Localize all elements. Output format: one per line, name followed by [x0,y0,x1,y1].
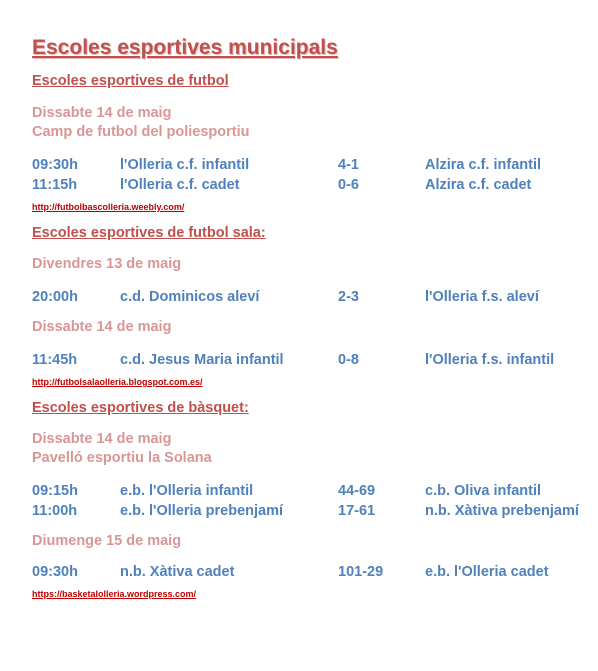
section-title-basquet: Escoles esportives de bàsquet: [32,400,249,416]
match-away: l'Olleria f.s. aleví [425,289,539,305]
match-row [32,175,592,195]
match-away: Alzira c.f. infantil [425,157,542,173]
futbol-sala-link[interactable]: http://futbolsalaolleria.blogspot.com.es/ [32,377,203,387]
match-score: 101-29 [338,564,384,580]
futbol-link[interactable]: http://futbolbascolleria.weebly.com/ [32,202,185,212]
match-score: 0-6 [338,177,359,193]
match-away: c.b. Oliva infantil [425,483,542,499]
match-row [32,155,592,175]
match-home: l'Olleria c.f. cadet [120,177,240,193]
match-time: 20:00h [32,289,78,305]
match-time: 11:00h [32,503,78,519]
match-score: 0-8 [338,352,359,368]
match-home: c.d. Jesus Maria infantil [120,352,284,368]
event-date: Dissabte 14 de maig [32,431,172,447]
event-venue: Camp de futbol del poliesportiu [32,124,250,140]
event-date: Divendres 13 de maig [32,256,182,272]
match-score: 4-1 [338,157,359,173]
match-row [32,481,592,501]
match-row [32,501,592,521]
match-away: Alzira c.f. cadet [425,177,532,193]
match-away: l'Olleria f.s. infantil [425,352,555,368]
section-title-futbol: Escoles esportives de futbol [32,73,229,89]
match-away: e.b. l'Olleria cadet [425,564,549,580]
match-row [32,287,592,307]
match-home: e.b. l'Olleria prebenjamí [120,503,284,519]
match-home: l'Olleria c.f. infantil [120,157,250,173]
event-date: Dissabte 14 de maig [32,319,172,335]
match-time: 11:45h [32,352,78,368]
match-time: 09:15h [32,483,78,499]
match-row [32,350,592,370]
match-score: 44-69 [338,483,376,499]
match-score: 17-61 [338,503,376,519]
match-home: c.d. Dominicos aleví [120,289,260,305]
match-score: 2-3 [338,289,359,305]
event-venue: Pavelló esportiu la Solana [32,450,212,466]
basquet-link[interactable]: https://basketalolleria.wordpress.com/ [32,589,197,599]
match-home: n.b. Xàtiva cadet [120,564,235,580]
page-title: Escoles esportives municipals [32,36,338,59]
match-away: n.b. Xàtiva prebenjamí [425,503,579,519]
event-date: Dissabte 14 de maig [32,105,172,121]
match-home: e.b. l'Olleria infantil [120,483,254,499]
section-title-futbol-sala: Escoles esportives de futbol sala: [32,225,266,241]
match-time: 11:15h [32,177,78,193]
event-date: Diumenge 15 de maig [32,533,182,549]
match-time: 09:30h [32,564,78,580]
match-time: 09:30h [32,157,78,173]
document-page [32,36,592,600]
match-row [32,562,592,582]
